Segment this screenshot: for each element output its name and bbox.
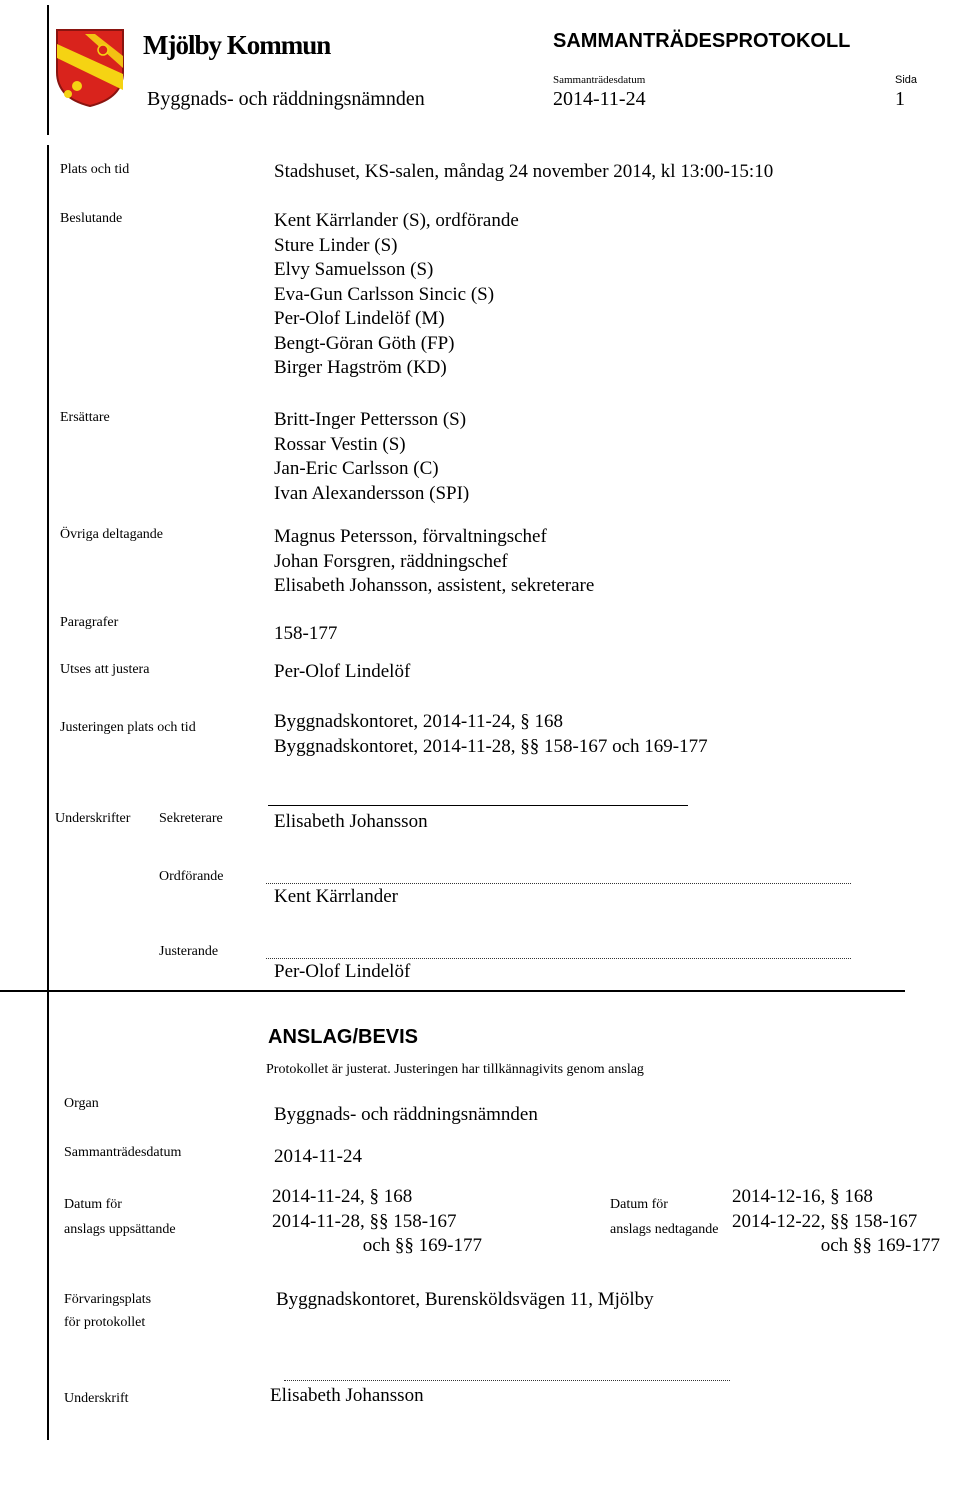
chair-name: Kent Kärrlander xyxy=(274,886,398,907)
notice-date-value: 2014-11-24 xyxy=(274,1146,362,1167)
deciding-label: Beslutande xyxy=(60,211,123,226)
list-item: Byggnadskontoret, 2014-11-28, §§ 158-167 och 169-177 xyxy=(274,735,708,757)
label-line: anslags uppsättande xyxy=(64,1222,176,1237)
label-line: Förvaringsplats xyxy=(64,1292,152,1307)
meeting-date-label: Sammanträdesdatum xyxy=(553,74,646,86)
list-item: Per-Olof Lindelöf (M) xyxy=(274,308,445,329)
removal-date-values xyxy=(732,1185,940,1259)
municipal-coat-of-arms-logo xyxy=(55,28,125,108)
signature-line xyxy=(284,1380,730,1381)
list-item: Elisabeth Johansson, assistent, sekreterare xyxy=(274,575,595,596)
notice-date-label: Sammanträdesdatum xyxy=(64,1145,182,1160)
list-item: Magnus Petersson, förvaltningschef xyxy=(274,526,547,547)
removal-date-label xyxy=(610,1192,718,1242)
others-label: Övriga deltagande xyxy=(60,527,164,542)
list-item: Rossar Vestin (S) xyxy=(274,433,406,455)
list-item: Bengt-Göran Göth (FP) xyxy=(274,332,455,354)
list-item: 2014-11-28, §§ 158-167 xyxy=(272,1210,457,1232)
list-item: Kent Kärrlander (S), ordförande xyxy=(274,210,519,231)
storage-label xyxy=(64,1288,151,1334)
adjuster-label: Utses att justera xyxy=(60,662,150,677)
label-line: Datum för xyxy=(610,1197,668,1212)
adjust-place-time-label: Justeringen plats och tid xyxy=(60,720,196,735)
posting-date-label xyxy=(64,1192,176,1242)
list-item: Sture Linder (S) xyxy=(274,234,398,256)
meeting-date: 2014-11-24 xyxy=(553,88,646,110)
paragraphs-value: 158-177 xyxy=(274,623,338,644)
secretary-name: Elisabeth Johansson xyxy=(274,811,428,832)
label-line: för protokollet xyxy=(64,1315,146,1330)
body-name: Byggnads- och räddningsnämnden xyxy=(147,88,425,110)
list-item: Elvy Samuelsson (S) xyxy=(274,259,434,280)
list-item: Ivan Alexandersson (SPI) xyxy=(274,482,470,504)
organ-label: Organ xyxy=(64,1096,99,1111)
list-item: Jan-Eric Carlsson (C) xyxy=(274,458,439,479)
document-type-title: SAMMANTRÄDESPROTOKOLL xyxy=(553,30,851,52)
substitutes-list xyxy=(274,408,469,506)
list-item: Johan Forsgren, räddningschef xyxy=(274,550,508,572)
list-item: Eva-Gun Carlsson Sincic (S) xyxy=(274,283,495,305)
list-item: och §§ 169-177 xyxy=(362,1235,482,1256)
notice-subtitle: Protokollet är justerat. Justeringen har tillkännagivits genom anslag xyxy=(266,1062,644,1077)
place-value: Stadshuset, KS-salen, måndag 24 november 2014, kl 13:00-15:10 xyxy=(274,161,774,182)
place-label: Plats och tid xyxy=(60,162,130,177)
page-number: 1 xyxy=(895,88,905,110)
adjuster-value: Per-Olof Lindelöf xyxy=(274,661,411,682)
section-divider xyxy=(0,990,905,992)
others-list xyxy=(274,525,594,599)
list-item: Britt-Inger Pettersson (S) xyxy=(274,409,467,430)
signatures-label: Underskrifter xyxy=(55,811,131,826)
list-item: och §§ 169-177 xyxy=(820,1235,940,1256)
adjuster-signature-name: Per-Olof Lindelöf xyxy=(274,961,411,982)
signature-name: Elisabeth Johansson xyxy=(270,1385,424,1406)
organization-name: Mjölby Kommun xyxy=(143,30,331,60)
adjust-place-time-value xyxy=(274,710,708,759)
paragraphs-label: Paragrafer xyxy=(60,615,119,630)
secretary-label: Sekreterare xyxy=(159,811,223,826)
posting-date-values xyxy=(272,1185,482,1259)
label-line: anslags nedtagande xyxy=(610,1222,719,1237)
left-margin-rule xyxy=(47,145,49,1440)
chair-signature-line xyxy=(266,883,851,884)
notice-title: ANSLAG/BEVIS xyxy=(268,1026,419,1048)
list-item: 2014-11-24, § 168 xyxy=(272,1186,413,1207)
list-item: Byggnadskontoret, 2014-11-24, § 168 xyxy=(274,711,564,732)
secretary-signature-line xyxy=(268,805,688,806)
substitutes-label: Ersättare xyxy=(60,410,110,425)
signature-label: Underskrift xyxy=(64,1391,129,1406)
list-item: 2014-12-22, §§ 158-167 xyxy=(732,1210,918,1232)
adjuster-signature-label: Justerande xyxy=(159,944,219,959)
deciding-list xyxy=(274,209,519,381)
top-divider-vertical xyxy=(47,5,49,135)
list-item: Birger Hagström (KD) xyxy=(274,357,447,378)
organ-value: Byggnads- och räddningsnämnden xyxy=(274,1104,538,1125)
storage-value: Byggnadskontoret, Burensköldsvägen 11, Mjölby xyxy=(276,1289,654,1310)
label-line: Datum för xyxy=(64,1197,122,1212)
adjuster-signature-line xyxy=(266,958,851,959)
page-label: Sida xyxy=(895,74,918,86)
list-item: 2014-12-16, § 168 xyxy=(732,1186,873,1207)
chair-label: Ordförande xyxy=(159,869,224,884)
